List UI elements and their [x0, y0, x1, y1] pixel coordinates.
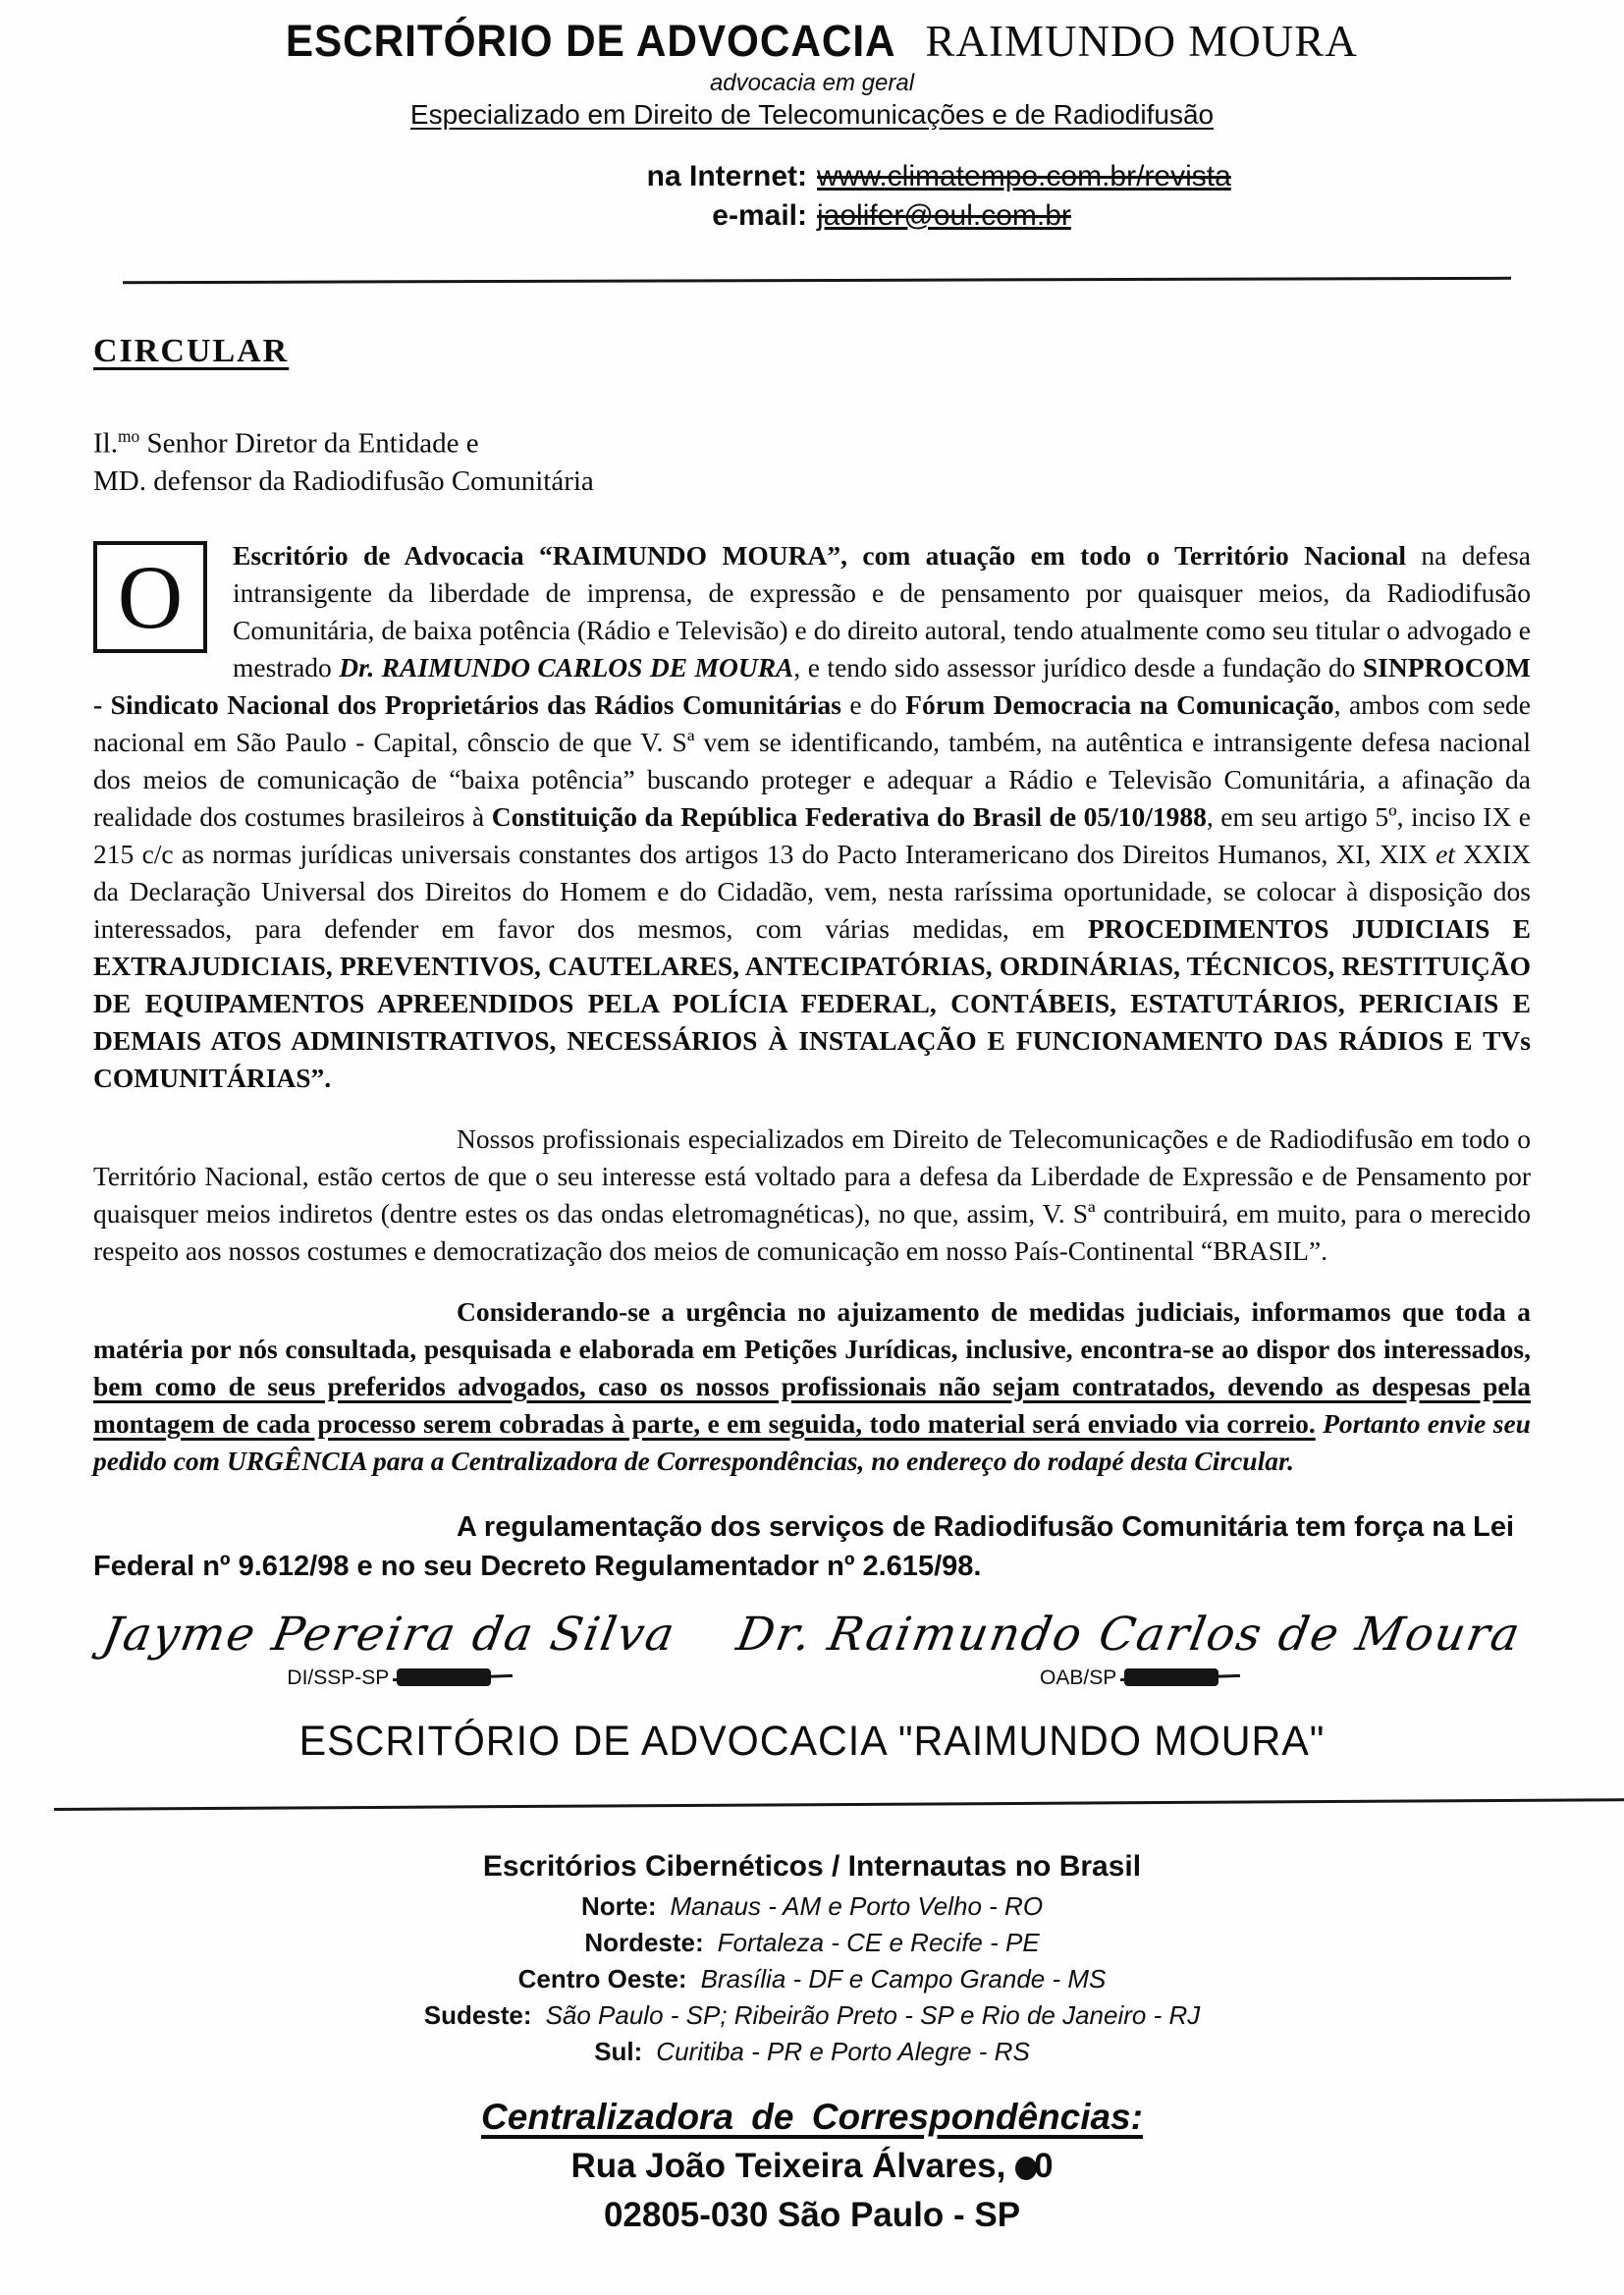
region-cities: Fortaleza - CE e Recife - PE [717, 1927, 1040, 1957]
region-label: Sudeste: [423, 1999, 532, 2030]
text-segment: Constituição da República Federativa do Brasil de 05/10/1988 [491, 800, 1207, 832]
text-segment: e do [840, 688, 906, 720]
text-segment: , em seu artigo 5º, inciso IX e 215 c/c as normas jurídicas universais constantes dos artigos 13 do Pacto Interamericano dos Direitos Humanos, XI, XIX [93, 800, 1531, 869]
text-segment: Escritório de Advocacia “RAIMUNDO MOURA”, com atuação em todo o Território Nacional [233, 539, 1407, 571]
salutation-prefix: Il. [93, 427, 118, 460]
signature-right-name: Dr. Raimundo Carlos de Moura [732, 1607, 1526, 1662]
email-label: e-mail: [712, 199, 807, 232]
office-speciality: Especializado em Direito de Telecomunicações e de Radiodifusão [409, 99, 1215, 130]
signature-left-id-label: DI/SSP-SP [287, 1666, 390, 1689]
text-segment: SINPROCOM - Sindicato Nacional dos Proprietários das Rádios Comunitárias [93, 651, 1532, 720]
signature-right [732, 1607, 1526, 1690]
salutation-superscript: mo [117, 426, 140, 446]
paragraph-regulation: A regulamentação dos serviços de Radiodifusão Comunitária tem força na Lei Federal nº 9.612/98 e no seu Decreto Regulamentador nº 2.615/98. [93, 1510, 1515, 1582]
dropcap-letter: O [117, 546, 184, 647]
signature-left-name: Jayme Pereira da Silva [98, 1607, 680, 1662]
region-row [93, 2034, 1531, 2070]
address-street: Rua João Teixeira Álvares, [570, 2146, 1006, 2185]
redacted-id-left [397, 1668, 491, 1686]
region-row [93, 1961, 1531, 1997]
salutation-line1 [93, 417, 1531, 463]
signature-left-id [103, 1667, 676, 1690]
text-segment: na defesa intransigente da liberdade de imprensa, de expressão e de pensamento por quaisquer meios, da Radiodifusão Comunitária, de baixa potência (Rádio e Televisão) e do direito autoral, tendo atualmente como seu titular o advogado e mestrado [233, 539, 1531, 683]
text-segment: Fórum Democracia na Comunicação [905, 688, 1334, 720]
salutation [93, 417, 1531, 500]
horizontal-divider-top [123, 277, 1511, 284]
office-banner: ESCRITÓRIO DE ADVOCACIA "RAIMUNDO MOURA" [298, 1717, 1326, 1765]
letterhead [93, 16, 1531, 236]
text-segment: PROCEDIMENTOS JUDICIAIS E EXTRAJUDICIAIS, PREVENTIVOS, CAUTELARES, ANTECIPATÓRIAS, ORDINÁRIAS, TÉCNICOS, RESTITUIÇÃO DE EQUIPAMENTOS APREENDIDOS PELA POLÍCIA FEDERAL, CONTÁBEIS, ESTATUTÁRIOS, PERICIAIS E DEMAIS ATOS ADMINISTRATIVOS, NECESSÁRIOS À INSTALAÇÃO E FUNCIONAMENTO DAS RÁDIOS E TVs COMUNITÁRIAS”. [93, 912, 1532, 1093]
signatures-block [93, 1608, 1531, 1690]
office-title-part2: RAIMUNDO MOURA [925, 17, 1358, 66]
text-segment: et [1435, 838, 1455, 869]
region-cities: São Paulo - SP; Ribeirão Preto - SP e Rio de Janeiro - RJ [545, 1999, 1201, 2030]
horizontal-divider-bottom [54, 1798, 1624, 1811]
circular-heading: CIRCULAR [93, 333, 290, 369]
email-address-strikethrough: jaolifer@oul.com.br [817, 199, 1071, 232]
footer [93, 1849, 1531, 2237]
contact-block [93, 157, 1531, 236]
text-segment-underlined: bem como de seus preferidos advogados, caso os nossos profissionais não sejam contratados, devendo as despesas pela montagem de cada processo serem cobradas à parte, e em seguida, todo material será enviado via correio. [93, 1370, 1531, 1439]
text-segment: Dr. RAIMUNDO CARLOS DE MOURA [339, 651, 794, 683]
region-cities: Manaus - AM e Porto Velho - RO [670, 1890, 1044, 1921]
text-segment: , e tendo sido assessor jurídico desde a fundação do [793, 651, 1363, 683]
region-label: Centro Oeste: [517, 1963, 687, 1994]
email-row [93, 196, 1531, 236]
region-label: Sul: [594, 2036, 643, 2066]
region-row [93, 1888, 1531, 1925]
region-row [93, 1925, 1531, 1961]
office-title [93, 16, 1531, 67]
region-cities: Curitiba - PR e Porto Alegre - RS [656, 2036, 1030, 2066]
regions-list [93, 1888, 1531, 2070]
dropcap-box [93, 541, 207, 653]
text-segment: Considerando-se a urgência no ajuizamento de medidas judiciais, informamos que toda a matéria por nós consultada, pesquisada e elaborada em Petições Jurídicas, inclusive, encontra-se ao dispor dos interessados, [93, 1295, 1531, 1364]
text-segment: Portanto envie seu pedido com URGÊNCIA para a Centralizadora de Correspondências, no endereço do rodapé desta Circular. [93, 1407, 1531, 1476]
region-row [93, 1997, 1531, 2034]
signature-left [98, 1607, 680, 1690]
salutation-rest: Senhor Diretor da Entidade e [139, 427, 479, 460]
address-number: 0 [1034, 2146, 1054, 2185]
correspondence-title: Centralizadora de Correspondências: [481, 2096, 1143, 2137]
region-label: Norte: [580, 1890, 657, 1921]
footer-title: Escritórios Cibernéticos / Internautas no Brasil [482, 1849, 1142, 1883]
paragraph-intro [93, 537, 1531, 1097]
address-line2: 02805-030 São Paulo - SP [603, 2195, 1021, 2234]
internet-label: na Internet: [646, 160, 807, 192]
paragraph-professionals: Nossos profissionais especializados em Direito de Telecomunicações e de Radiodifusão em todo o Território Nacional, estão certos de que o seu interesse está voltado para a defesa da Liberdade de Expressão e de Pensamento por quaisquer meios indiretos (dentre estes os das ondas eletromagnéticas), no que, assim, V. Sª contribuirá, em muito, para o merecido respeito aos nossos costumes e democratização dos meios de comunicação em nosso País-Continental “BRASIL”. [93, 1122, 1531, 1266]
office-title-part1: ESCRITÓRIO DE ADVOCACIA [286, 16, 896, 66]
internet-url-strikethrough: www.climatempo.com.br/revista [817, 160, 1231, 192]
paragraph-urgency [93, 1293, 1531, 1480]
redacted-id-right [1124, 1668, 1218, 1686]
internet-row [93, 157, 1531, 196]
signature-right-id-label: OAB/SP [1040, 1666, 1117, 1689]
address-line1 [93, 2145, 1531, 2188]
region-cities: Brasília - DF e Campo Grande - MS [700, 1963, 1107, 1994]
text-segment: , ambos com sede nacional em São Paulo - Capital, cônscio de que V. Sª vem se identificando, também, na autêntica e intransigente defesa nacional dos meios de comunicação de “baixa potência” buscando proteger e adequar a Rádio e Televisão Comunitária, a afinação da realidade dos costumes brasileiros à [93, 688, 1531, 832]
region-label: Nordeste: [584, 1927, 704, 1957]
office-subtitle: advocacia em geral [709, 70, 915, 96]
signature-right-id [737, 1667, 1521, 1690]
text-segment: XXIX da Declaração Universal dos Direitos do Homem e do Cidadão, vem, nesta raríssima oportunidade, se colocar à disposição dos interessados, para defender em favor dos mesmos, com várias medidas, em [93, 838, 1531, 944]
salutation-line2: MD. defensor da Radiodifusão Comunitária [93, 464, 594, 497]
